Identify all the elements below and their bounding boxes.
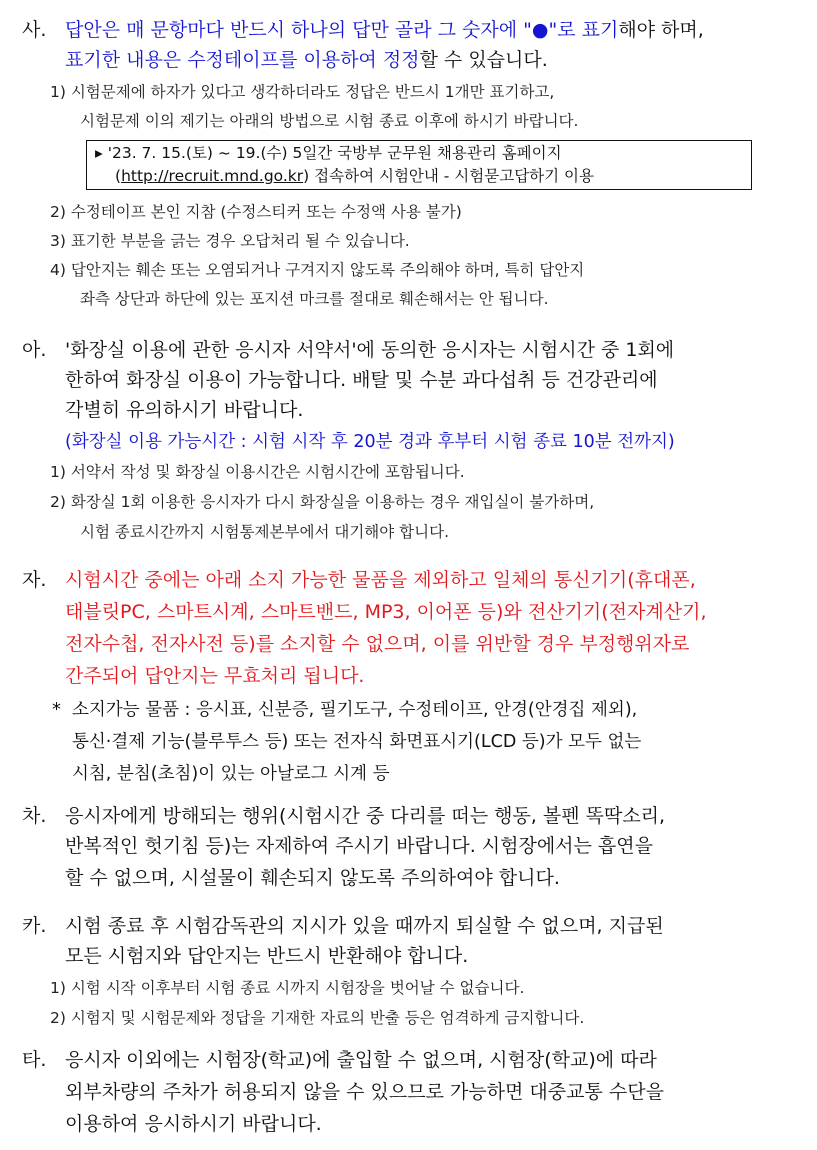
ta-line-1: 응시자 이외에는 시험장(학교)에 출입할 수 없으며, 시험장(학교)에 따라 [65,1049,657,1071]
ka-line-2: 모든 시험지와 답안지는 반드시 반환해야 합니다. [65,945,469,967]
cha-line-1: 응시자에게 방해되는 행위(시험시간 중 다리를 떠는 행동, 볼펜 똑딱소리, [65,805,666,827]
recruit-site-link[interactable]: http://recruit.mnd.go.kr [121,167,304,185]
sa-item-4-cont: 좌측 상단과 하단에 있는 포지션 마크를 절대로 훼손해서는 안 됩니다. [80,290,549,308]
sa-item-3: 3) 표기한 부분을 긁는 경우 오답처리 될 수 있습니다. [50,232,410,250]
box-line2-rest: ) 접속하여 시험안내 - 시험묻고답하기 이용 [303,167,594,185]
section-marker: 차. [22,805,47,827]
sa-line1-blue: 답안은 매 문항마다 반드시 하나의 답만 골라 그 숫자에 "●"로 표기 [65,19,619,41]
ja-line-4: 간주되어 답안지는 무효처리 됩니다. [65,665,365,687]
a-item-1: 1) 서약서 작성 및 화장실 이용시간은 시험시간에 포함됩니다. [50,463,465,481]
a-item-2: 2) 화장실 1회 이용한 응시자가 다시 화장실을 이용하는 경우 재입실이 불가하며, [50,493,595,511]
ta-line-2: 외부차량의 주차가 허용되지 않을 수 있으므로 가능하면 대중교통 수단을 [65,1081,664,1103]
sa-line1-black: 해야 하며, [618,19,704,41]
objection-info-box [86,140,752,190]
sa-item-1-cont: 시험문제 이의 제기는 아래의 방법으로 시험 종료 이후에 하시기 바랍니다. [80,112,579,130]
sa-item-4: 4) 답안지는 훼손 또는 오염되거나 구겨지지 않도록 주의해야 하며, 특히 답안지 [50,261,585,279]
section-marker: 아. [22,339,47,361]
ja-line-1: 시험시간 중에는 아래 소지 가능한 물품을 제외하고 일체의 통신기기(휴대폰, [65,569,696,591]
section-marker: 타. [22,1049,47,1071]
sa-item-2: 2) 수정테이프 본인 지참 (수정스티커 또는 수정액 사용 불가) [50,203,462,221]
asterisk-bullet: * [52,699,61,720]
box-line-2 [115,165,594,188]
allowed-items-line-1: 소지가능 물품 : 응시표, 신분증, 필기도구, 수정테이프, 안경(안경집 제외), [72,700,638,720]
sa-line2-blue: 표기한 내용은 수정테이프를 이용하여 정정 [65,49,420,71]
box-line-1: ▸ '23. 7. 15.(토) ~ 19.(수) 5일간 국방부 군무원 채용관리 홈페이지 [95,144,562,162]
ja-line-2: 태블릿PC, 스마트시계, 스마트밴드, MP3, 이어폰 등)와 전산기기(전자계산기, [65,601,707,623]
sa-line-1 [65,14,801,46]
ta-line-3: 이용하여 응시하시기 바랍니다. [65,1113,322,1135]
sa-line-2 [65,44,801,76]
allowed-items-line-3: 시침, 분침(초침)이 있는 아날로그 시계 등 [72,764,390,784]
restroom-time-note: (화장실 이용 가능시간 : 시험 시작 후 20분 경과 후부터 시험 종료 10분 전까지) [65,432,675,452]
sa-item-1: 1) 시험문제에 하자가 있다고 생각하더라도 정답은 반드시 1개만 표기하고, [50,83,555,101]
ka-item-2: 2) 시험지 및 시험문제와 정답을 기재한 자료의 반출 등은 엄격하게 금지합니다. [50,1009,585,1027]
ka-item-1: 1) 시험 시작 이후부터 시험 종료 시까지 시험장을 벗어날 수 없습니다. [50,979,525,997]
allowed-items-line-2: 통신·결제 기능(블루투스 등) 또는 전자식 화면표시기(LCD 등)가 모두 없는 [72,732,642,752]
cha-line-2: 반복적인 헛기침 등)는 자제하여 주시기 바랍니다. 시험장에서는 흡연을 [65,835,653,857]
a-line-1: '화장실 이용에 관한 응시자 서약서'에 동의한 응시자는 시험시간 중 1회에 [65,339,675,361]
section-marker: 카. [22,915,47,937]
box-paren-open: ( [115,167,122,185]
cha-line-3: 할 수 없으며, 시설물이 훼손되지 않도록 주의하여야 합니다. [65,867,560,889]
a-line-3: 각별히 유의하시기 바랍니다. [65,399,304,421]
section-marker: 자. [22,569,47,591]
a-line-2: 한하여 화장실 이용이 가능합니다. 배탈 및 수분 과다섭취 등 건강관리에 [65,369,658,391]
sa-line2-black: 할 수 있습니다. [419,49,548,71]
section-marker: 사. [22,19,47,41]
ja-line-3: 전자수첩, 전자사전 등)를 소지할 수 없으며, 이를 위반할 경우 부정행위자로 [65,633,690,655]
a-item-2-cont: 시험 종료시간까지 시험통제본부에서 대기해야 합니다. [80,523,450,541]
ka-line-1: 시험 종료 후 시험감독관의 지시가 있을 때까지 퇴실할 수 없으며, 지급된 [65,915,664,937]
